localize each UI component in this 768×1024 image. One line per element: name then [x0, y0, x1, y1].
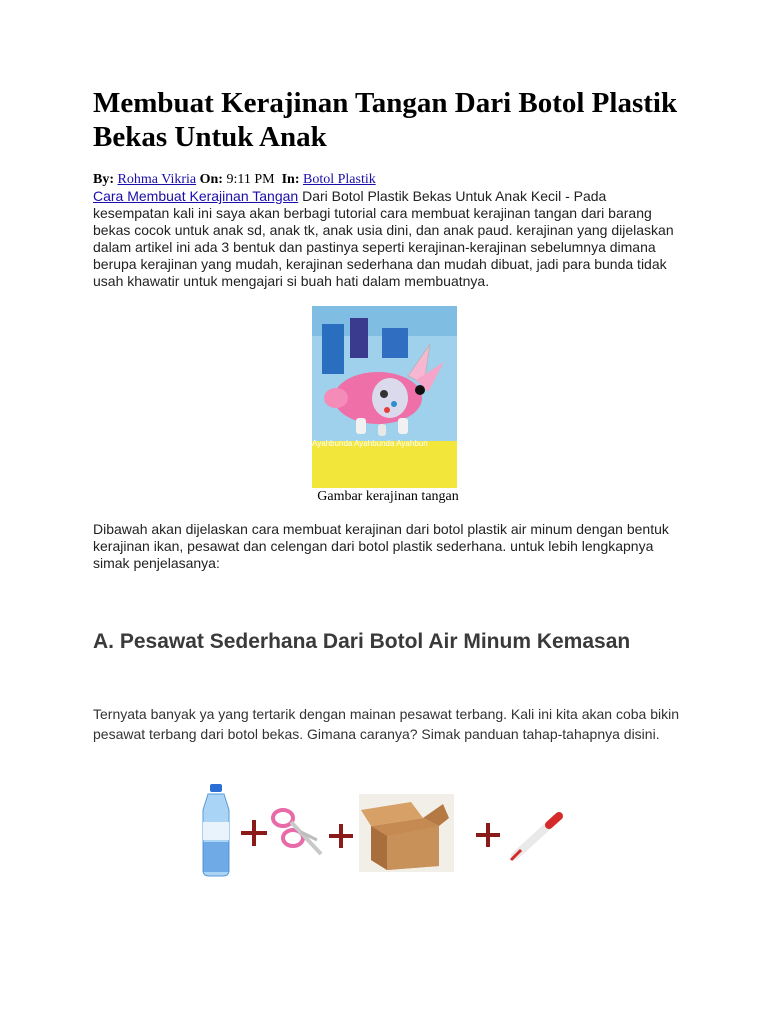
scissors-icon — [273, 810, 321, 854]
craft-photo — [312, 306, 457, 488]
section-a-heading: A. Pesawat Sederhana Dari Botol Air Minum Kemasan — [93, 630, 631, 653]
article-meta — [93, 171, 683, 188]
article-title: Membuat Kerajinan Tangan Dari Botol Plastik Bekas Untuk Anak — [93, 87, 678, 153]
figure-caption: Gambar kerajinan tangan — [317, 489, 459, 504]
paragraph-3: Ternyata banyak ya yang tertarik dengan mainan pesawat terbang. Kali ini kita akan coba bikin pesawat terbang dari botol bekas. Gimana caranya? Simak panduan tahap-tahapnya disini. — [93, 706, 680, 742]
on-label: On: — [199, 172, 223, 187]
pen-icon — [511, 816, 559, 860]
by-label: By: — [93, 172, 114, 187]
pig-bottle-craft-image — [312, 306, 457, 488]
supplies-illustration — [93, 780, 683, 880]
plus-sign-1 — [241, 820, 267, 846]
in-label: In: — [281, 172, 300, 187]
water-bottle-icon — [203, 784, 229, 876]
plus-sign-2 — [329, 824, 353, 848]
intro-link[interactable]: Cara Membuat Kerajinan Tangan — [93, 188, 299, 204]
paragraph-2: Dibawah akan dijelaskan cara membuat kerajinan dari botol plastik air minum dengan bentuk kerajinan ikan, pesawat dan celengan dari botol plastik sederhana. untuk lebih lengkapnya simak penjelasanya: — [93, 521, 669, 571]
post-time: 9:11 PM — [226, 172, 275, 187]
intro-text: Dari Botol Plastik Bekas Untuk Anak Kecil - Pada kesempatan kali ini saya akan berbagi tutorial cara membuat kerajinan tangan dari barang bekas cocok untuk anak sd, anak tk, anak usia dini, dan anak paud. kerajinan yang dijelaskan dalam artikel ini ada 3 bentuk dan pastinya seperti kerajinan-kerajinan sebelumnya dimana berupa kerajinan yang mudah, kerajinan sederhana dan mudah dibuat, jadi para bunda tidak usah khawatir untuk mengajari si buah hati dalam membuatnya. — [93, 188, 674, 289]
author-link[interactable]: Rohma Vikria — [117, 172, 197, 187]
intro-paragraph — [93, 188, 683, 290]
photo-watermark: Ayahbunda Ayahbunda Ayahbun — [312, 439, 428, 448]
category-link[interactable]: Botol Plastik — [302, 172, 376, 187]
cardboard-box-icon — [359, 794, 454, 872]
plus-sign-3 — [476, 823, 500, 847]
